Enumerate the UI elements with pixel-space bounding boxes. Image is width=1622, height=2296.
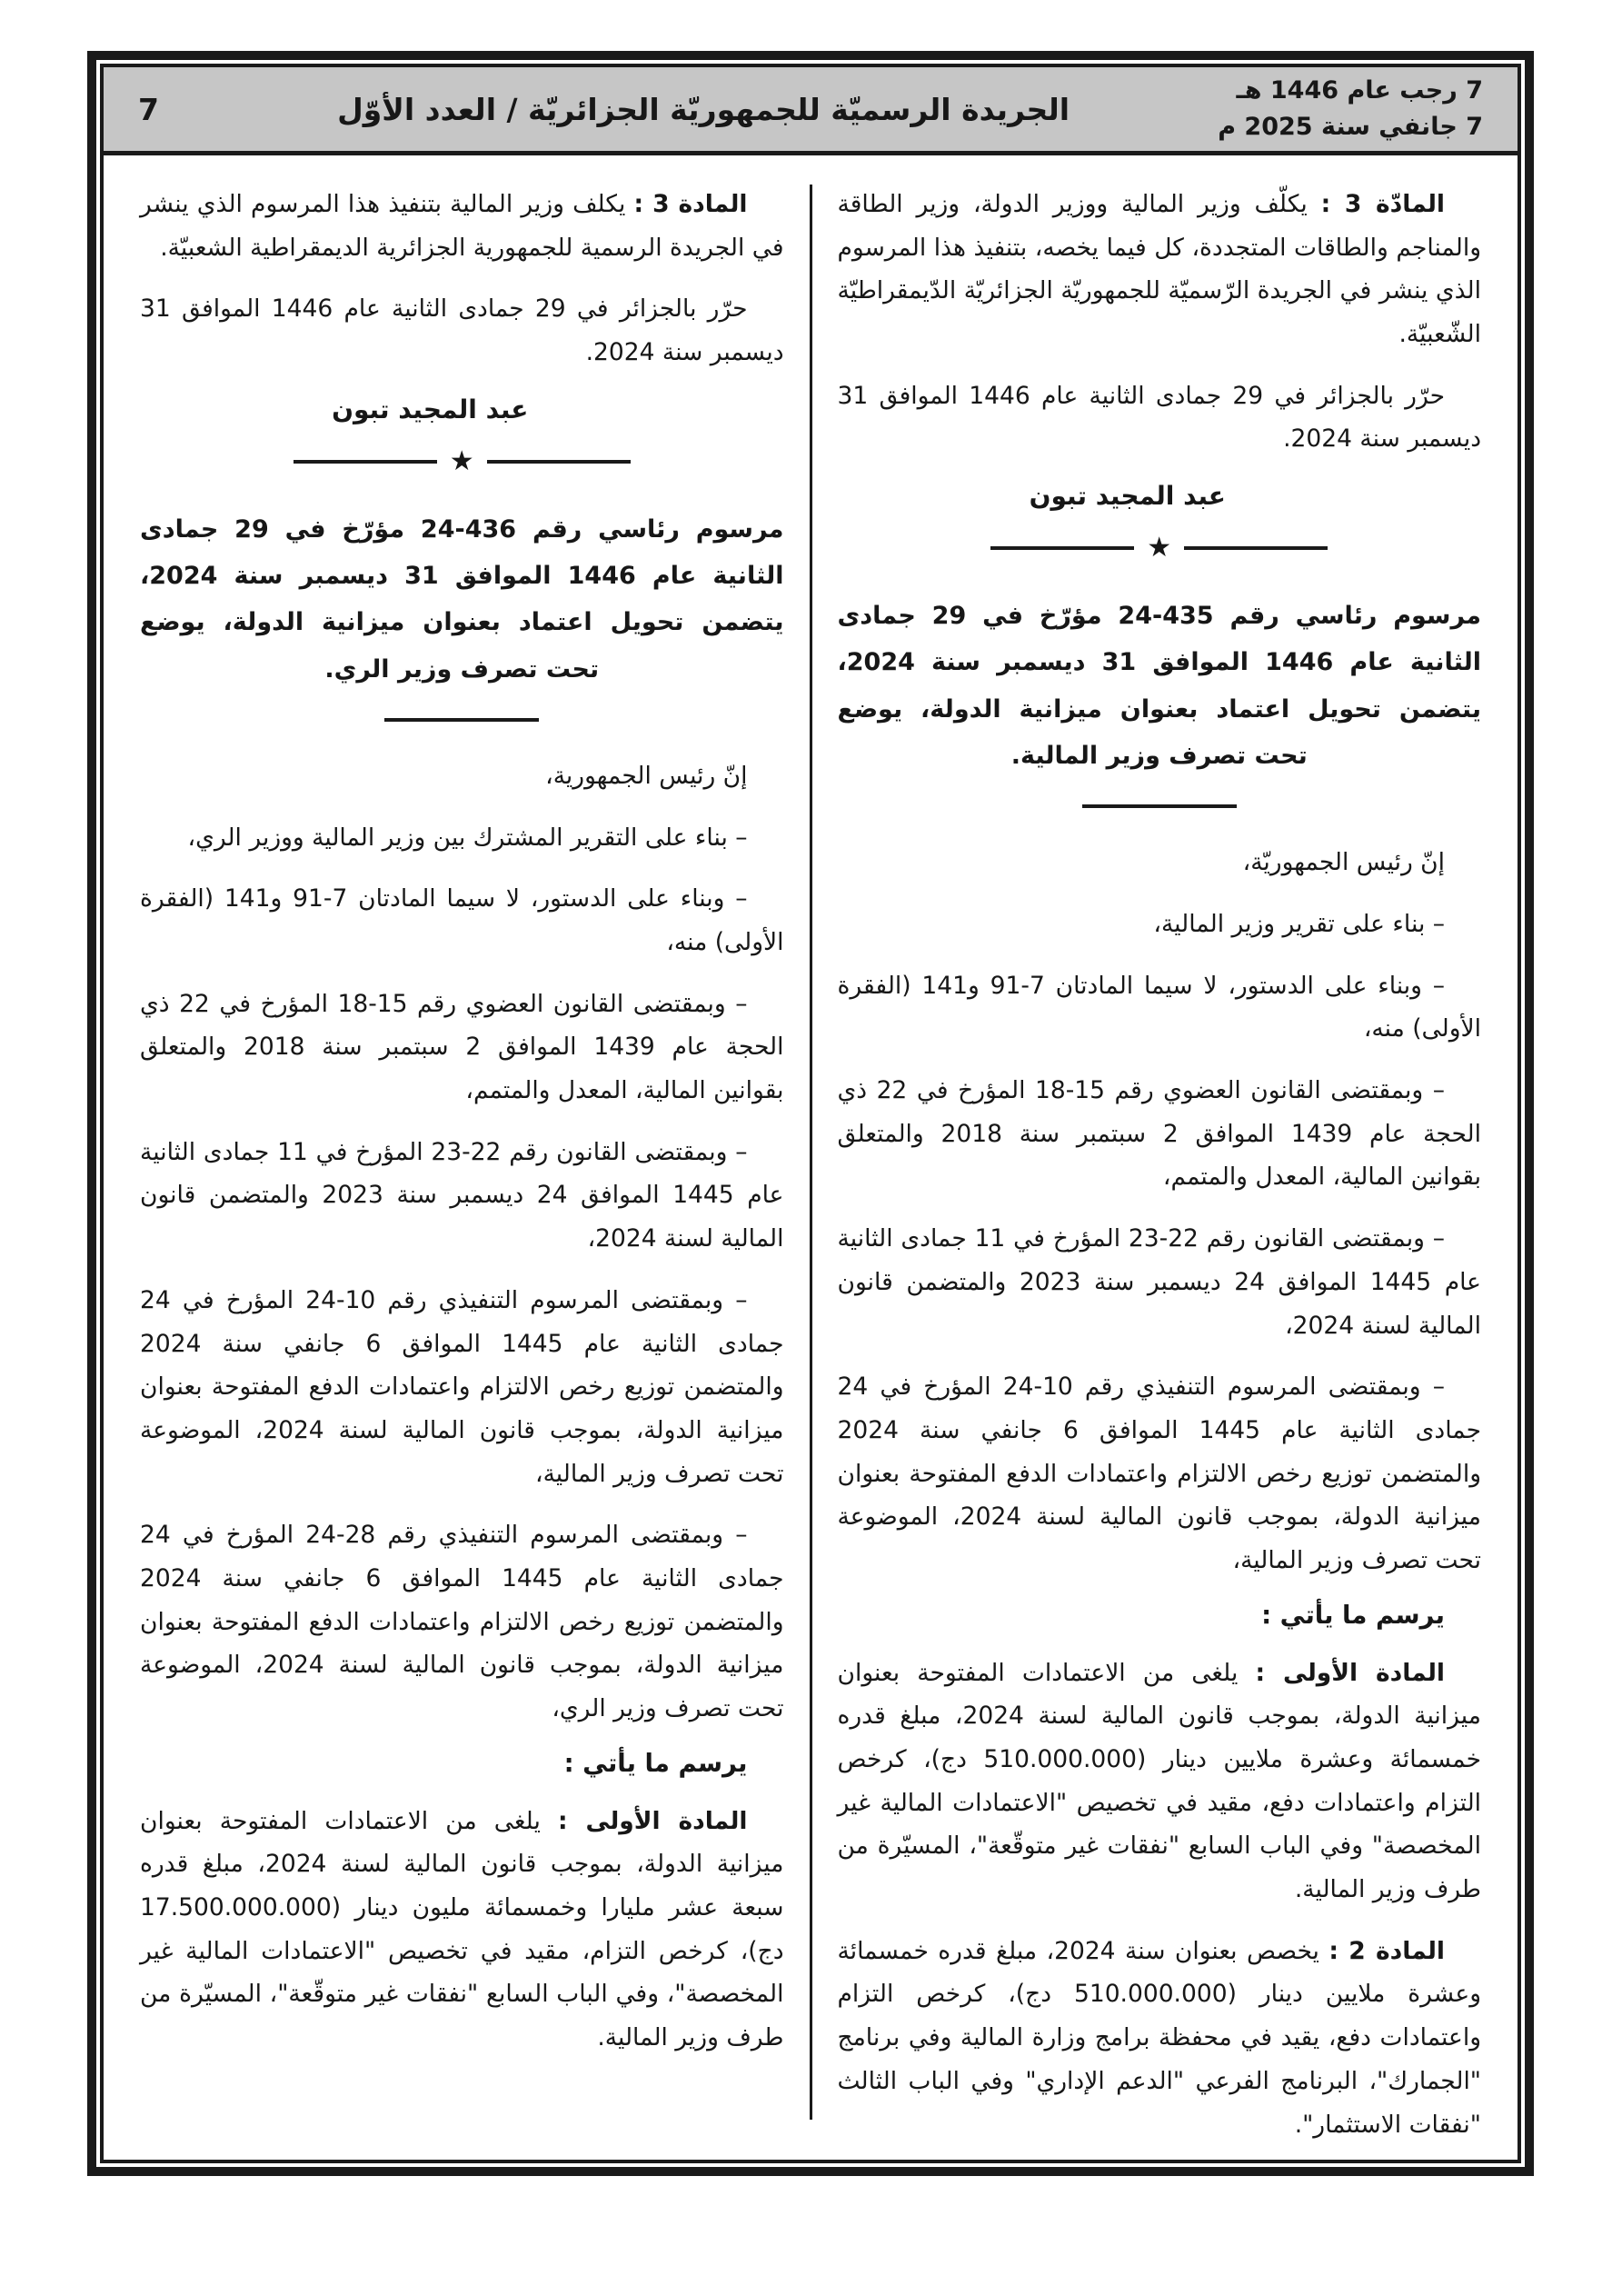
article-label: المادة الأولى : — [557, 1806, 748, 1835]
article-3-paragraph — [838, 183, 1482, 356]
issued-line: حرّر بالجزائر في 29 جمادى الثانية عام 1446 الموافق 31 ديسمبر سنة 2024. — [837, 381, 1481, 454]
star-separator — [838, 534, 1482, 562]
enacting-formula: يرسم ما يأتي : — [1261, 1600, 1445, 1630]
article-text: يكلّف وزير المالية ووزير الدولة، وزير الطاقة والمناجم والطاقات المتجددة، كل فيما يخصه، بتنفيذ هذا المرسوم الذي ينشر في الجريدة الرّسميّة للجمهوريّة الجزائريّة الدّيمقراطيّة الشّعبيّة. — [837, 190, 1481, 349]
president-signature: عبد المجيد تبون — [332, 394, 529, 424]
star-separator — [140, 444, 784, 477]
separator-line — [1184, 546, 1328, 550]
visa-item: – وبمقتضى القانون العضوي رقم 15-18 المؤرخ في 22 ذي الحجة عام 1439 الموافق 2 سبتمبر سنة 2018 والمتعلق بقوانين المالية، المعدل والمتمم، — [140, 989, 784, 1105]
article-text: يكلف وزير المالية بتنفيذ هذا المرسوم الذي ينشر في الجريدة الرسمية للجمهورية الجزائرية الديمقراطية الشعبيّة. — [140, 190, 784, 262]
visa-item: – وبناء على الدستور، لا سيما المادتان 7-91 و141 (الفقرة الأولى) منه، — [837, 971, 1481, 1043]
separator-line — [487, 460, 631, 464]
hijri-date: 7 رجب عام 1446 هـ — [1236, 75, 1483, 105]
enacting-formula: يرسم ما يأتي : — [563, 1748, 748, 1778]
article-label: المادة 3 : — [633, 190, 748, 218]
article-label: المادة 2 : — [1328, 1936, 1445, 1965]
visa-item: – وبمقتضى القانون رقم 22-23 المؤرخ في 11 جمادى الثانية عام 1445 الموافق 24 ديسمبر سنة 2023 والمتضمن قانون المالية لسنة 2024، — [140, 1137, 784, 1253]
section-rule — [1082, 804, 1237, 808]
article-1-paragraph — [140, 1800, 784, 2060]
article-text: يلغى من الاعتمادات المفتوحة بعنوان ميزانية الدولة، بموجب قانون المالية لسنة 2024، مبلغ قدره خمسمائة وعشرة ملايين دينار (510.000.000 دج)، كرخص التزام واعتمادات دفع، مقيد في تخصيص "الاعتمادات المالية غير المخصصة" وفي الباب السابع "نفقات غير متوقّعة"، المسيّرة من طرف وزير المالية. — [837, 1658, 1481, 1904]
article-text: يخصص بعنوان سنة 2024، مبلغ قدره خمسمائة وعشرة ملايين دينار (510.000.000 دج)، كرخص التزام واعتمادات دفع، يقيد في محفظة برامج وزارة المالية وفي برنامج "الجمارك"، البرنامج الفرعي "الدعم الإداري" وفي الباب الثالث "نفقات الاستثمار". — [837, 1936, 1481, 2139]
decree-heading: مرسوم رئاسي رقم 436-24 مؤرّخ في 29 جمادى الثانية عام 1446 الموافق 31 ديسمبر سنة 2024، يتضمن تحويل اعتماد بعنوان ميزانية الدولة، يوضع تحت تصرف وزير الري. — [140, 514, 784, 684]
article-1-paragraph — [838, 1652, 1482, 1912]
article-2-paragraph — [838, 1930, 1482, 2146]
article-text: يلغى من الاعتمادات المفتوحة بعنوان ميزانية الدولة، بموجب قانون المالية لسنة 2024، مبلغ قدره سبعة عشر مليارا وخمسمائة مليون دينار (17.500.000.000 دج)، كرخص التزام، مقيد في تخصيص "الاعتمادات المالية غير المخصصة"، وفي الباب السابع "نفقات غير متوقّعة"، المسيّرة من طرف وزير المالية. — [140, 1806, 784, 2052]
visa-item: – وبمقتضى المرسوم التنفيذي رقم 10-24 المؤرخ في 24 جمادى الثانية عام 1445 الموافق 6 جانفي سنة 2024 والمتضمن توزيع رخص الالتزام واعتمادات الدفع المفتوحة بعنوان ميزانية الدولة، بموجب قانون المالية لسنة 2024، الموضوعة تحت تصرف وزير المالية، — [140, 1285, 784, 1488]
visa-item: – وبمقتضى القانون العضوي رقم 15-18 المؤرخ في 22 ذي الحجة عام 1439 الموافق 2 سبتمبر سنة 2018 والمتعلق بقوانين المالية، المعدل والمتمم، — [837, 1076, 1481, 1192]
gregorian-date: 7 جانفي سنة 2025 م — [1218, 113, 1483, 141]
president-signature: عبد المجيد تبون — [1029, 481, 1226, 512]
section-rule — [384, 718, 539, 722]
star-icon: ★ — [449, 444, 474, 477]
page-header-band — [104, 67, 1518, 155]
article-label: المادّة 3 : — [1320, 190, 1445, 218]
article-label: المادة الأولى : — [1255, 1658, 1445, 1687]
visa-item: – وبمقتضى القانون رقم 22-23 المؤرخ في 11 جمادى الثانية عام 1445 الموافق 24 ديسمبر سنة 2023 والمتضمن قانون المالية لسنة 2024، — [837, 1224, 1481, 1340]
separator-line — [990, 546, 1134, 550]
decree-heading: مرسوم رئاسي رقم 435-24 مؤرّخ في 29 جمادى الثانية عام 1446 الموافق 31 ديسمبر سنة 2024، يتضمن تحويل اعتماد بعنوان ميزانية الدولة، يوضع تحت تصرف وزير المالية. — [837, 602, 1481, 771]
visa-item: – وبمقتضى المرسوم التنفيذي رقم 10-24 المؤرخ في 24 جمادى الثانية عام 1445 الموافق 6 جانفي سنة 2024 والمتضمن توزيع رخص الالتزام واعتمادات الدفع المفتوحة بعنوان ميزانية الدولة، بموجب قانون المالية لسنة 2024، الموضوعة تحت تصرف وزير المالية، — [837, 1373, 1481, 1574]
visa-item: – وبمقتضى المرسوم التنفيذي رقم 28-24 المؤرخ في 24 جمادى الثانية عام 1445 الموافق 6 جانفي سنة 2024 والمتضمن توزيع رخص الالتزام واعتمادات الدفع المفتوحة بعنوان ميزانية الدولة، بموجب قانون المالية لسنة 2024، الموضوعة تحت تصرف وزير الري، — [140, 1521, 784, 1722]
column-divider — [810, 185, 812, 2120]
star-icon: ★ — [1147, 532, 1172, 564]
preamble-intro: إنّ رئيس الجمهورية، — [545, 761, 748, 790]
visa-item: – بناء على التقرير المشترك بين وزير المالية ووزير الري، — [187, 823, 748, 852]
visa-item: – وبناء على الدستور، لا سيما المادتان 7-91 و141 (الفقرة الأولى) منه، — [140, 884, 784, 956]
page-body — [104, 155, 1518, 2160]
header-dates — [1218, 73, 1483, 146]
left-column — [114, 183, 810, 2151]
right-column — [812, 183, 1508, 2151]
preamble-intro: إنّ رئيس الجمهوريّة، — [1242, 848, 1445, 877]
journal-title: الجريدة الرسميّة للجمهوريّة الجزائريّة / العدد الأوّل — [337, 91, 1070, 127]
page-frame-inner — [100, 64, 1521, 2163]
issued-line: حرّر بالجزائر في 29 جمادى الثانية عام 1446 الموافق 31 ديسمبر سنة 2024. — [140, 294, 784, 367]
page-number: 7 — [138, 91, 159, 127]
article-3-paragraph — [140, 183, 784, 269]
page-frame — [87, 51, 1534, 2176]
separator-line — [294, 460, 437, 464]
visa-item: – بناء على تقرير وزير المالية، — [1153, 910, 1445, 938]
